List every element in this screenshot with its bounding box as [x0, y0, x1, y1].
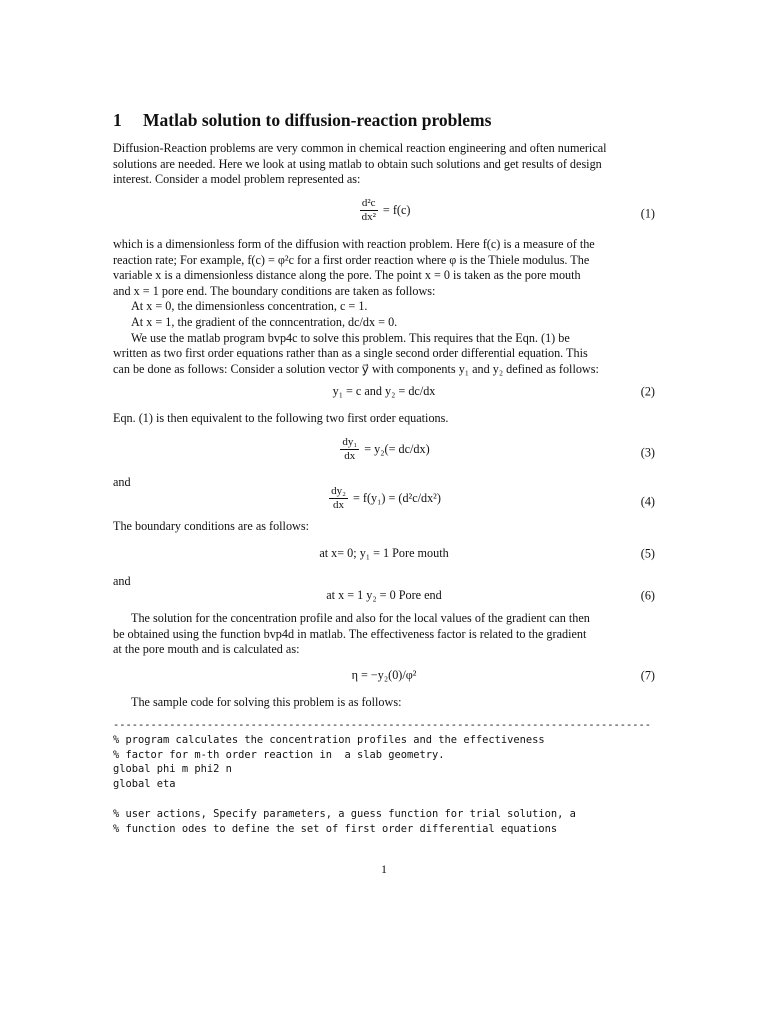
text-line: solutions are needed. Here we look at using matlab to obtain such solutions and get results of design: [113, 156, 602, 171]
text-line: variable x is a dimensionless distance along the pore. The point x = 0 is taken as the pore mouth: [113, 268, 581, 283]
eq1-rhs: = f(c): [382, 203, 411, 217]
eq3-number: (3): [640, 445, 655, 460]
equation-5: [113, 537, 655, 571]
text-line: The sample code for solving this problem is as follows:: [131, 695, 402, 709]
code-line: global phi m phi2 n: [113, 763, 232, 776]
text-line: which is a dimensionless form of the diffusion with reaction problem. Here f(c) is a measure of the: [113, 237, 595, 251]
equation-1: [113, 197, 655, 231]
text-line: reaction rate; For example, f(c) = φ²c for a first order reaction where φ is the Thiele modulus. The: [113, 252, 590, 267]
paragraph-6: [113, 611, 655, 658]
eq6-number: (6): [640, 588, 655, 603]
eq2-number: (2): [640, 384, 655, 399]
eq7-body: η = −y₂(0)/φ²: [351, 668, 417, 682]
text-line: interest. Consider a model problem represented as:: [113, 172, 361, 187]
eq3-rhs: = y₂(= dc/dx): [364, 442, 430, 456]
code-line: --------------------------------------------------------------------------------------: [113, 719, 651, 731]
equation-6: [113, 579, 655, 613]
eq1-numerator: d²c: [361, 197, 376, 209]
equation-3: [113, 436, 655, 470]
text-line: at the pore mouth and is calculated as:: [113, 642, 300, 657]
text-line: The solution for the concentration profile and also for the local values of the gradient can then: [131, 611, 590, 625]
paragraph-4: [113, 411, 655, 427]
eq5-number: (5): [640, 546, 655, 561]
equation-2: [113, 375, 655, 409]
eq3-denominator: dx: [344, 450, 356, 462]
code-line: % function odes to define the set of first order differential equations: [113, 822, 558, 835]
code-line: % factor for m-th order reaction in a slab geometry.: [113, 748, 445, 761]
text-line: Diffusion-Reaction problems are very common in chemical reaction engineering and often numerical: [113, 141, 607, 155]
eq6-body: at x = 1 y₂ = 0 Pore end: [326, 588, 442, 602]
eq7-number: (7): [640, 668, 655, 683]
paragraph-5: [113, 519, 655, 535]
text-line: At x = 1, the gradient of the conncentration, dc/dx = 0.: [131, 314, 398, 329]
eq1-number: (1): [640, 206, 655, 221]
equation-7: [113, 659, 655, 693]
code-listing: [113, 718, 693, 836]
code-line: % user actions, Specify parameters, a guess function for trial solution, a: [113, 807, 576, 820]
section-title: Matlab solution to diffusion-reaction problems: [143, 110, 492, 130]
eq2-body: y₁ = c and y₂ = dc/dx: [332, 384, 436, 398]
text-line: Eqn. (1) is then equivalent to the following two first order equations.: [113, 411, 449, 425]
eq4-number: (4): [640, 494, 655, 509]
section-heading: [113, 110, 491, 131]
code-line: global eta: [113, 778, 176, 791]
text-line: and: [113, 574, 131, 588]
eq4-rhs: = f(y₁) = (d²c/dx²): [352, 491, 441, 505]
text-line: and x = 1 pore end. The boundary conditions are taken as follows:: [113, 283, 436, 298]
eq5-body: at x= 0; y₁ = 1 Pore mouth: [319, 546, 449, 560]
eq4-numerator: dy₂: [331, 485, 346, 497]
code-line: [113, 792, 693, 807]
paragraph-7: [113, 695, 655, 711]
text-line: be obtained using the function bvp4d in matlab. The effectiveness factor is related to the gradient: [113, 626, 587, 641]
section-number: 1: [113, 110, 122, 130]
text-line: and: [113, 475, 131, 489]
text-line: The boundary conditions are as follows:: [113, 519, 309, 533]
eq4-denominator: dx: [333, 499, 345, 511]
text-line: We use the matlab program bvp4c to solve this problem. This requires that the Eqn. (1) be: [131, 330, 570, 345]
text-line: At x = 0, the dimensionless concentration, c = 1.: [131, 299, 368, 314]
page-number: 1: [381, 862, 387, 876]
intro-paragraph: [113, 141, 655, 188]
code-line: % program calculates the concentration profiles and the effectiveness: [113, 733, 545, 746]
equation-4: [113, 485, 655, 519]
text-line: written as two first order equations rather than as a single second order differential equation. This: [113, 346, 588, 361]
text-line: can be done as follows: Consider a solution vector y⃗ with components y₁ and y₂ defined as follows:: [113, 361, 599, 376]
paragraph-2: [113, 237, 655, 377]
eq3-numerator: dy₁: [342, 436, 358, 448]
eq1-denominator: dx²: [361, 211, 376, 223]
